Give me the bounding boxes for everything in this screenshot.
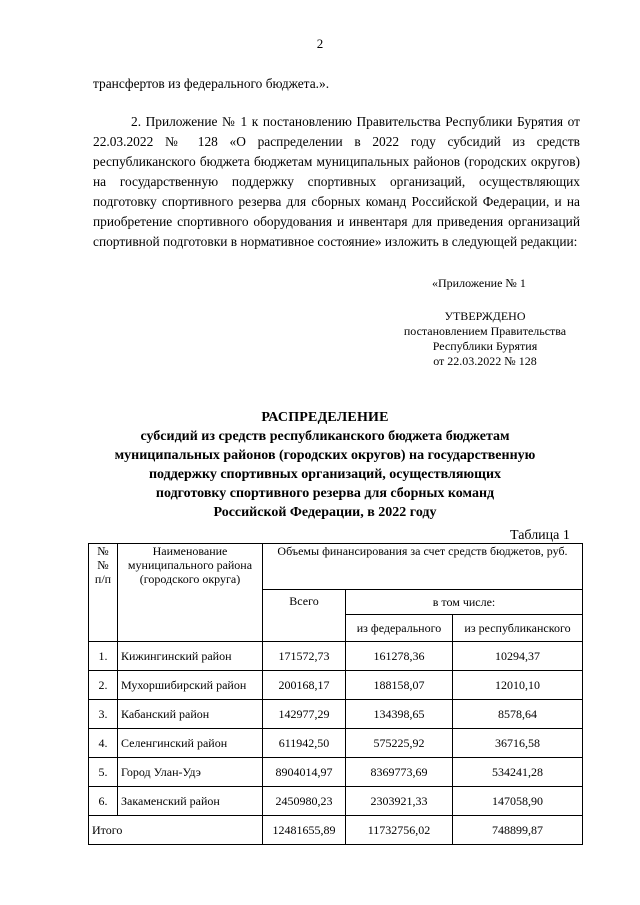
header-federal: из федерального bbox=[346, 615, 453, 642]
row-federal: 575225,92 bbox=[346, 729, 453, 758]
row-number: 3. bbox=[89, 700, 118, 729]
approval-block bbox=[380, 309, 590, 369]
row-republic: 10294,37 bbox=[453, 642, 583, 671]
approved-label: УТВЕРЖДЕНО bbox=[444, 309, 526, 323]
heading-line-4: подготовку спортивного резерва для сборных команд bbox=[155, 486, 495, 501]
row-total: 8904014,97 bbox=[263, 758, 346, 787]
table-row bbox=[89, 729, 583, 758]
row-federal: 134398,65 bbox=[346, 700, 453, 729]
approval-line-3: от 22.03.2022 № 128 bbox=[433, 354, 537, 368]
total-label: Итого bbox=[89, 816, 263, 845]
header-number: №№ п/п bbox=[89, 544, 118, 642]
row-name: Селенгинский район bbox=[118, 729, 263, 758]
row-total: 171572,73 bbox=[263, 642, 346, 671]
distribution-table bbox=[88, 543, 583, 845]
row-total: 611942,50 bbox=[263, 729, 346, 758]
row-republic: 12010,10 bbox=[453, 671, 583, 700]
amendment-paragraph bbox=[93, 112, 580, 252]
table-row bbox=[89, 758, 583, 787]
table-row bbox=[89, 671, 583, 700]
approval-line-2: Республики Бурятия bbox=[432, 339, 538, 353]
total-federal: 11732756,02 bbox=[346, 816, 453, 845]
row-republic: 36716,58 bbox=[453, 729, 583, 758]
row-total: 2450980,23 bbox=[263, 787, 346, 816]
row-number: 5. bbox=[89, 758, 118, 787]
table-row bbox=[89, 787, 583, 816]
header-funding: Объемы финансирования за счет средств бюджетов, руб. bbox=[263, 544, 583, 590]
row-total: 142977,29 bbox=[263, 700, 346, 729]
continuation-line: трансфертов из федерального бюджета.». bbox=[93, 76, 330, 91]
approval-line-1: постановлением Правительства bbox=[403, 324, 567, 338]
heading-line-2: муниципальных районов (городских округов) на государственную bbox=[114, 448, 536, 463]
heading-line-5: Российской Федерации, в 2022 году bbox=[213, 505, 437, 520]
appendix-title: «Приложение № 1 bbox=[432, 276, 526, 290]
row-federal: 2303921,33 bbox=[346, 787, 453, 816]
row-federal: 8369773,69 bbox=[346, 758, 453, 787]
total-row bbox=[89, 816, 583, 845]
document-heading bbox=[60, 408, 590, 522]
row-number: 4. bbox=[89, 729, 118, 758]
row-number: 1. bbox=[89, 642, 118, 671]
header-name: Наименование муниципального района (городского округа) bbox=[118, 544, 263, 642]
row-federal: 188158,07 bbox=[346, 671, 453, 700]
total-sum: 12481655,89 bbox=[263, 816, 346, 845]
row-name: Мухоршибирский район bbox=[118, 671, 263, 700]
table-caption: Таблица 1 bbox=[510, 528, 570, 543]
row-republic: 147058,90 bbox=[453, 787, 583, 816]
table-row bbox=[89, 700, 583, 729]
row-name: Закаменский район bbox=[118, 787, 263, 816]
header-including: в том числе: bbox=[346, 590, 583, 615]
row-federal: 161278,36 bbox=[346, 642, 453, 671]
page-number: 2 bbox=[316, 36, 324, 51]
row-number: 2. bbox=[89, 671, 118, 700]
header-total: Всего bbox=[263, 590, 346, 642]
row-name: Город Улан-Удэ bbox=[118, 758, 263, 787]
heading-line-1: субсидий из средств республиканского бюджета бюджетам bbox=[140, 429, 510, 444]
row-number: 6. bbox=[89, 787, 118, 816]
header-republic: из республиканского bbox=[453, 615, 583, 642]
amendment-paragraph-text: 2. Приложение № 1 к постановлению Правительства Республики Бурятия от 22.03.2022 № 128 «О распределении в 2022 году субсидий из средств республиканского бюджета бюджетам муниципальных районов (городских округов) на государственную поддержку спортивных организаций, осуществляющих подготовку спортивного резерва для сборных команд Российской Федерации, и на приобретение спортивного оборудования и инвентаря для приведения организаций спортивной подготовки в нормативное состояние» изложить в следующей редакции: bbox=[93, 114, 580, 249]
row-total: 200168,17 bbox=[263, 671, 346, 700]
total-republic: 748899,87 bbox=[453, 816, 583, 845]
row-name: Кижингинский район bbox=[118, 642, 263, 671]
table-row bbox=[89, 642, 583, 671]
row-republic: 8578,64 bbox=[453, 700, 583, 729]
heading-line-3: поддержку спортивных организаций, осуществляющих bbox=[148, 467, 502, 482]
heading-title: РАСПРЕДЕЛЕНИЕ bbox=[261, 410, 389, 425]
row-name: Кабанский район bbox=[118, 700, 263, 729]
row-republic: 534241,28 bbox=[453, 758, 583, 787]
